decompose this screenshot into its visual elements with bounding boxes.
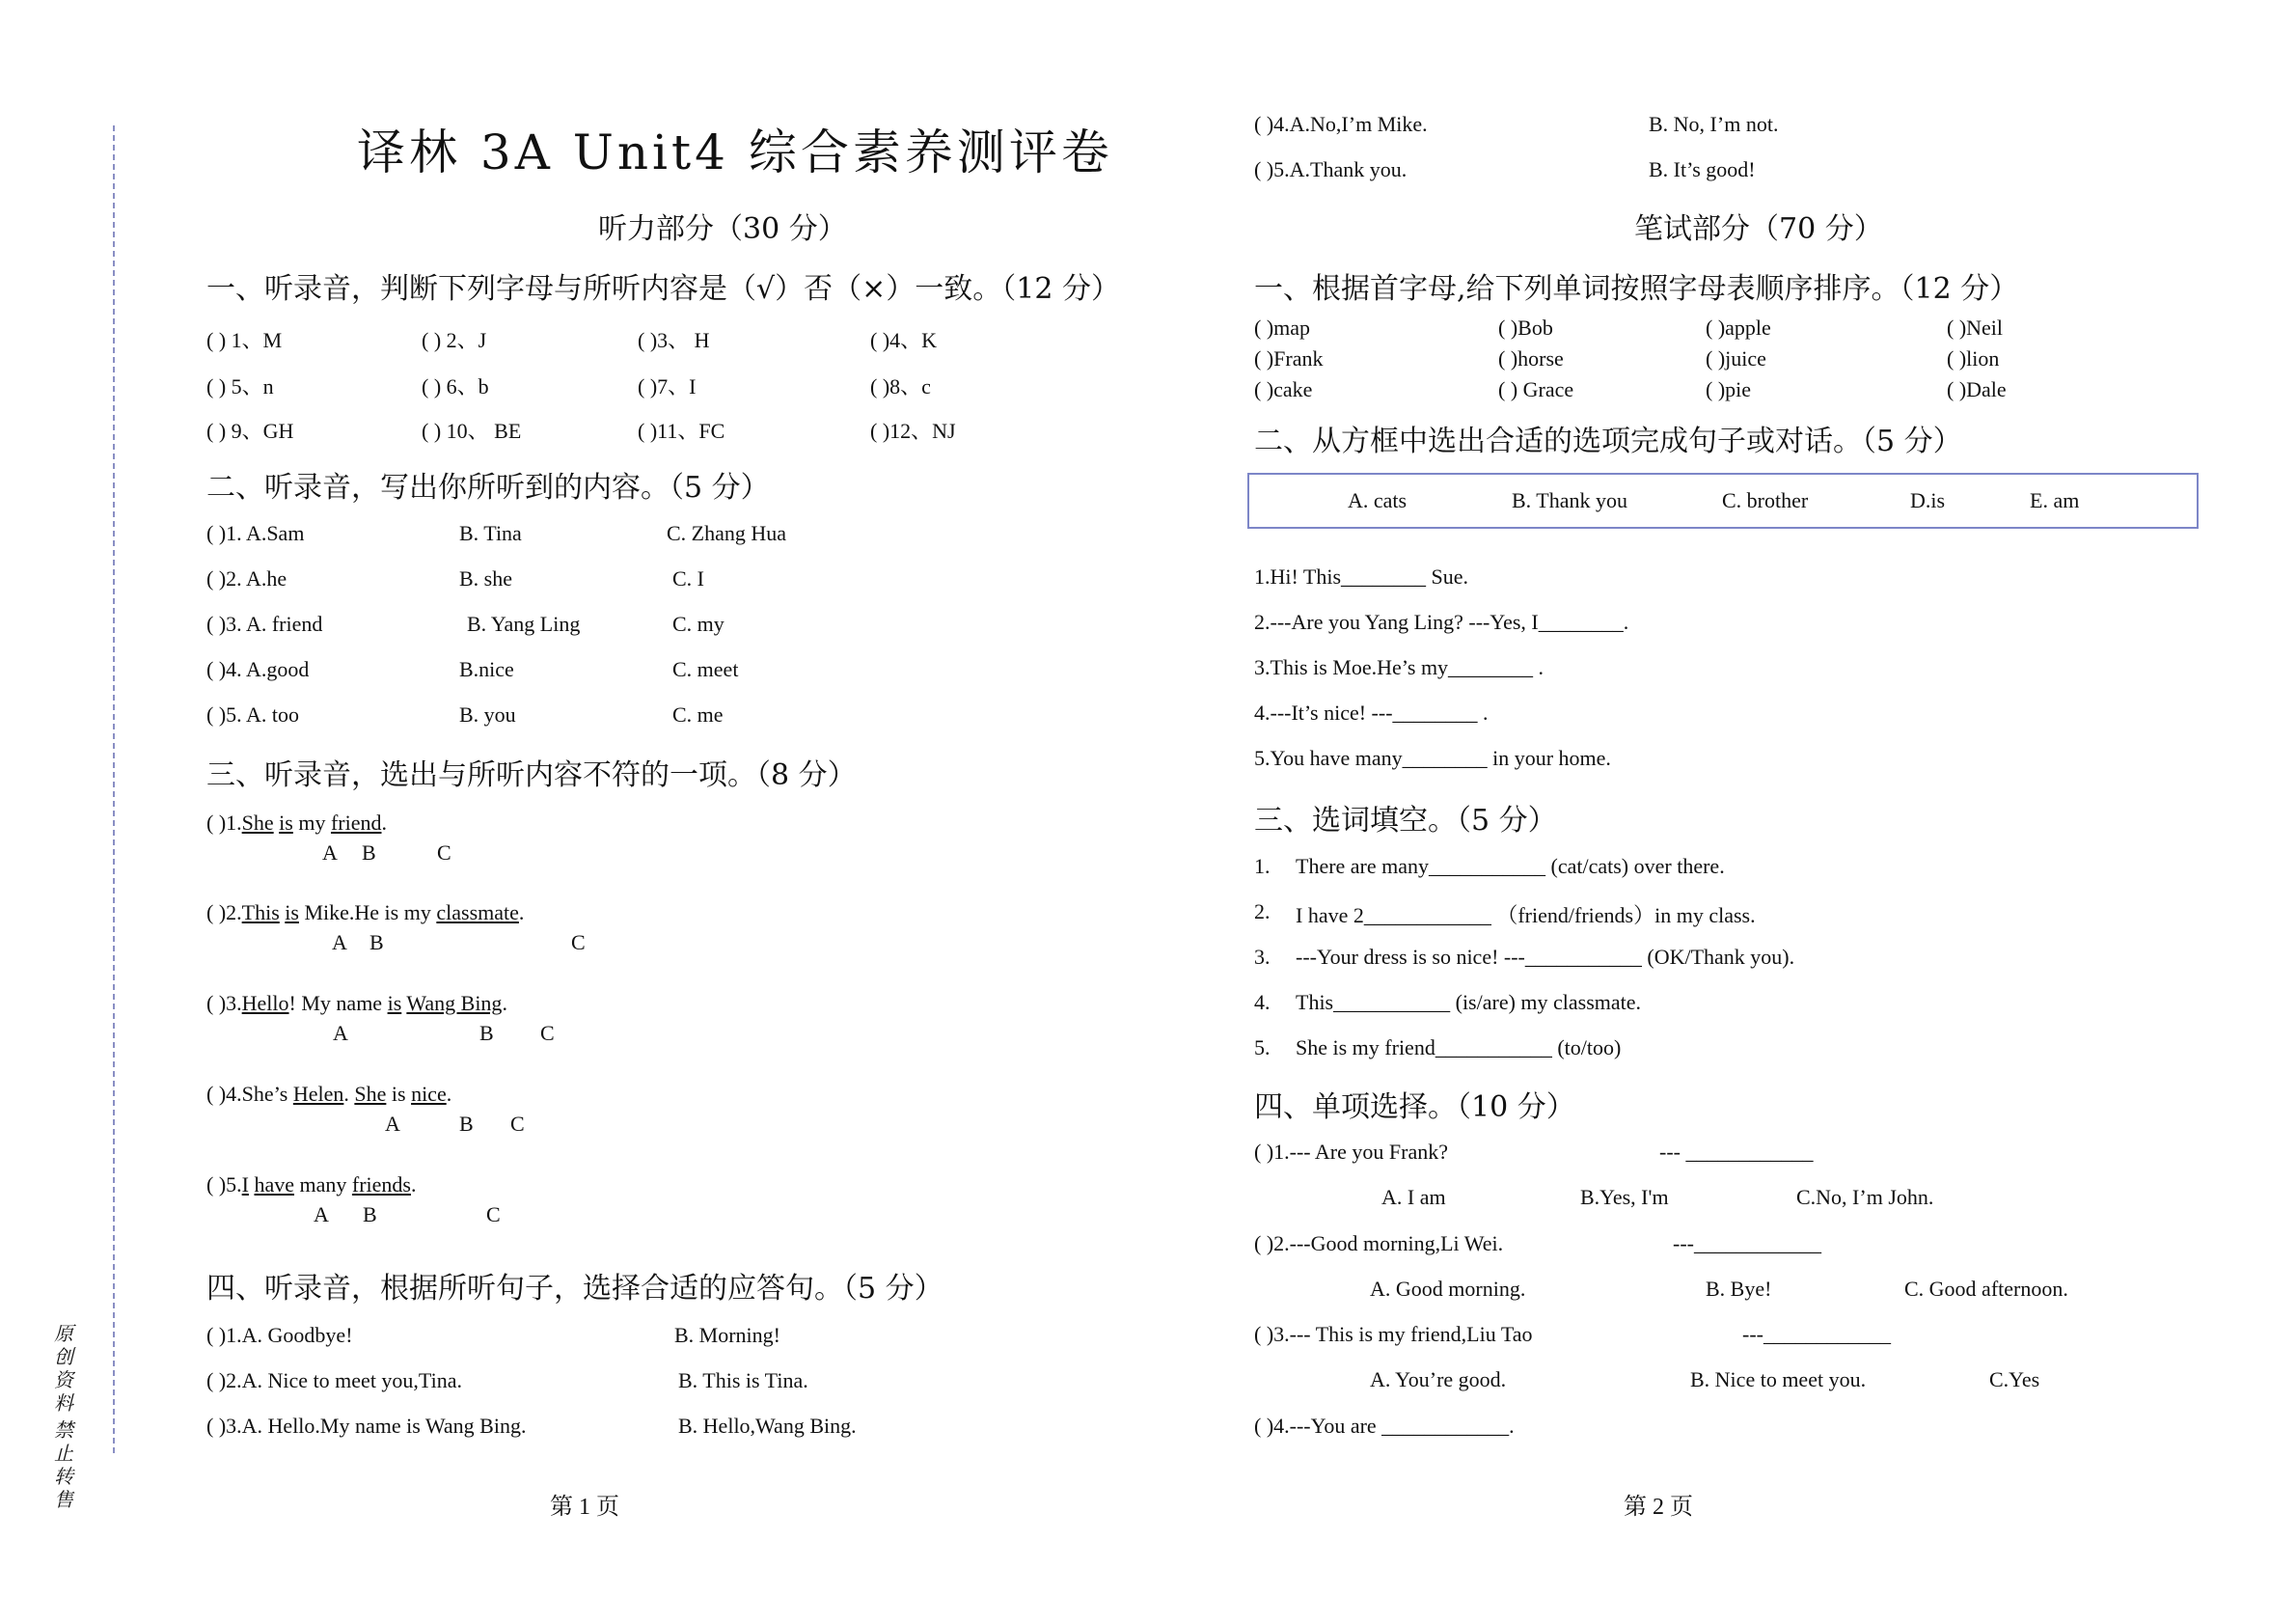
page-number-2: 第 2 页 <box>1624 1495 1693 1520</box>
letter-item: ( )3、 H <box>638 328 710 352</box>
sentence-text: many <box>294 1172 352 1197</box>
sentence-text: is <box>386 1082 412 1106</box>
response-option-a: ( )4.A.No,I’m Mike. <box>1254 112 1428 136</box>
underlined-word: I <box>241 1172 249 1197</box>
fill-sentence: She is my friend___________ (to/too) <box>1296 1035 1622 1059</box>
option-letter: A <box>314 1202 329 1226</box>
letter-item: ( ) 2、J <box>422 328 487 352</box>
item-number: 3. <box>1254 945 1271 969</box>
choice-option: C.Yes <box>1989 1367 2040 1391</box>
sentence-item <box>206 991 507 1016</box>
option-letter: B <box>479 1021 494 1045</box>
question-item: ( )2. A.he <box>206 566 287 591</box>
fill-sentence: ---Your dress is so nice! ---___________ (OK/Thank you). <box>1296 945 1795 969</box>
letter-item: ( ) 10、 BE <box>422 419 522 443</box>
letter-item: ( )7、I <box>638 374 697 399</box>
response-option-a: ( )2.A. Nice to meet you,Tina. <box>206 1368 462 1392</box>
page-number-1: 第 1 页 <box>550 1495 619 1520</box>
word-order-item: ( )juice <box>1706 346 1766 371</box>
letter-item: ( ) 1、M <box>206 328 283 352</box>
option-letter: C <box>437 840 451 865</box>
sentence-item <box>206 1082 451 1107</box>
section1-heading: 一、听录音，判断下列字母与所听内容是（√）否（×）一致。（12 分） <box>206 272 1120 306</box>
item-number: 5. <box>1254 1035 1271 1059</box>
underlined-word: friend <box>330 811 382 835</box>
option-letter: B <box>362 840 376 865</box>
word-order-item: ( )pie <box>1706 377 1752 401</box>
word-order-item: ( )lion <box>1947 346 2000 371</box>
option-letter: C <box>540 1021 555 1045</box>
sentence-text: . <box>446 1082 452 1106</box>
box-option: A. cats <box>1348 488 1408 512</box>
choice-option: C.No, I’m John. <box>1796 1185 1934 1209</box>
fill-sentence: 3.This is Moe.He’s my________ . <box>1254 655 1544 679</box>
word-order-item: ( )apple <box>1706 316 1771 340</box>
word-order-item: ( )map <box>1254 316 1311 340</box>
question-item: ( )1.--- Are you Frank? <box>1254 1140 1448 1164</box>
option-letter: A <box>332 930 347 954</box>
box-option: E. am <box>2030 488 2080 512</box>
box-option: D.is <box>1910 488 1946 512</box>
item-number: ( )3. <box>206 991 242 1015</box>
underlined-word: is <box>387 991 402 1015</box>
item-number: ( )5. <box>206 1172 242 1197</box>
underlined-word: She <box>354 1082 387 1106</box>
fill-sentence: 1.Hi! This________ Sue. <box>1254 564 1469 589</box>
choice-option: C. Good afternoon. <box>1904 1277 2068 1301</box>
option-c: C. meet <box>672 657 739 681</box>
underlined-word: She <box>241 811 274 835</box>
question-item: ( )5. A. too <box>206 702 299 727</box>
side-text-top: 原创资料 <box>54 1322 73 1415</box>
section2-heading: 二、听录音，写出你所听到的内容。（5 分） <box>206 471 770 505</box>
option-b: B. you <box>459 702 516 727</box>
option-c: C. I <box>672 566 704 591</box>
box-option: C. brother <box>1722 488 1809 512</box>
letter-item: ( )8、c <box>870 374 931 399</box>
word-order-item: ( )Bob <box>1498 316 1553 340</box>
sentence-text: . <box>381 811 387 835</box>
question-item: ( )3. A. friend <box>206 612 323 636</box>
sentence-text: ! My name <box>288 991 388 1015</box>
option-b: B. Yang Ling <box>467 612 581 636</box>
sentence-text: my <box>292 811 331 835</box>
option-letter: A <box>385 1112 400 1136</box>
sentence-text: She’s <box>241 1082 293 1106</box>
sentence-text: . <box>502 991 507 1015</box>
underlined-word: friends <box>351 1172 411 1197</box>
binding-line <box>113 125 115 1453</box>
writing-title: 笔试部分（70 分） <box>1634 212 1883 246</box>
sentence-item <box>206 811 387 836</box>
response-option-a: ( )1.A. Goodbye! <box>206 1323 353 1347</box>
underlined-word: nice <box>411 1082 447 1106</box>
box-option: B. Thank you <box>1512 488 1627 512</box>
section3-heading: 三、听录音，选出与所听内容不符的一项。（8 分） <box>206 758 857 792</box>
fill-sentence: I have 2____________ （friend/friends）in my class. <box>1296 903 1756 927</box>
item-number: ( )2. <box>206 900 242 924</box>
response-option-a: ( )5.A.Thank you. <box>1254 157 1408 181</box>
option-b: B. Tina <box>459 521 522 545</box>
sentence-item <box>206 900 524 925</box>
choice-option: B. Bye! <box>1706 1277 1772 1301</box>
question-item: ( )3.--- This is my friend,Liu Tao <box>1254 1322 1533 1346</box>
option-letter: A <box>333 1021 348 1045</box>
fill-sentence: 5.You have many________ in your home. <box>1254 746 1611 770</box>
word-order-item: ( ) Grace <box>1498 377 1574 401</box>
option-c: C. my <box>672 612 724 636</box>
answer-blank: --- ____________ <box>1659 1140 1814 1164</box>
fill-sentence: 4.---It’s nice! ---________ . <box>1254 701 1489 725</box>
question-item: ( )4.---You are ____________. <box>1254 1414 1515 1438</box>
underlined-word: Helen <box>292 1082 344 1106</box>
option-letter: A <box>322 840 338 865</box>
response-option-b: B. This is Tina. <box>678 1368 808 1392</box>
fill-sentence: This___________ (is/are) my classmate. <box>1296 990 1642 1014</box>
option-letter: C <box>571 930 586 954</box>
side-text-bottom: 禁止转售 <box>54 1418 73 1511</box>
item-number: 1. <box>1254 854 1271 878</box>
option-b: B.nice <box>459 657 514 681</box>
letter-item: ( ) 5、n <box>206 374 274 399</box>
response-option-a: ( )3.A. Hello.My name is Wang Bing. <box>206 1414 527 1438</box>
letter-item: ( )11、FC <box>638 419 725 443</box>
underlined-word: This <box>241 900 280 924</box>
letter-item: ( )12、NJ <box>870 419 956 443</box>
sentence-text: . <box>411 1172 417 1197</box>
option-c: C. Zhang Hua <box>667 521 787 545</box>
choice-option: A. Good morning. <box>1370 1277 1526 1301</box>
w-section2-heading: 二、从方框中选出合适的选项完成句子或对话。（5 分） <box>1254 425 1962 458</box>
w-section3-heading: 三、选词填空。（5 分） <box>1254 804 1557 838</box>
word-order-item: ( )Neil <box>1947 316 2004 340</box>
underlined-word: Wang Bing <box>406 991 503 1015</box>
choice-option: A. I am <box>1381 1185 1446 1209</box>
item-number: ( )1. <box>206 811 242 835</box>
response-option-b: B. No, I’m not. <box>1649 112 1779 136</box>
question-item: ( )1. A.Sam <box>206 521 305 545</box>
word-order-item: ( )Dale <box>1947 377 2007 401</box>
item-number: ( )4. <box>206 1082 242 1106</box>
underlined-word: is <box>285 900 299 924</box>
option-letter: C <box>486 1202 501 1226</box>
choice-option: A. You’re good. <box>1370 1367 1507 1391</box>
underlined-word: have <box>254 1172 295 1197</box>
underlined-word: classmate <box>436 900 519 924</box>
choice-option: B. Nice to meet you. <box>1690 1367 1867 1391</box>
option-b: B. she <box>459 566 512 591</box>
letter-item: ( ) 6、b <box>422 374 489 399</box>
fill-sentence: 2.---Are you Yang Ling? ---Yes, I________. <box>1254 610 1629 634</box>
item-number: 4. <box>1254 990 1271 1014</box>
letter-item: ( )4、K <box>870 328 938 352</box>
fill-sentence: There are many___________ (cat/cats) over there. <box>1296 854 1725 878</box>
listening-title: 听力部分（30 分） <box>598 212 847 246</box>
response-option-b: B. It’s good! <box>1649 157 1756 181</box>
response-option-b: B. Hello,Wang Bing. <box>678 1414 857 1438</box>
question-item: ( )2.---Good morning,Li Wei. <box>1254 1231 1504 1255</box>
answer-blank: ---____________ <box>1742 1322 1891 1346</box>
option-c: C. me <box>672 702 724 727</box>
response-option-b: B. Morning! <box>674 1323 780 1347</box>
option-letter: B <box>363 1202 377 1226</box>
underlined-word: is <box>279 811 293 835</box>
underlined-word: Hello <box>241 991 289 1015</box>
w-section1-heading: 一、根据首字母,给下列单词按照字母表顺序排序。（12 分） <box>1254 272 2019 306</box>
option-letter: B <box>459 1112 474 1136</box>
item-number: 2. <box>1254 899 1271 923</box>
sentence-text: . <box>518 900 525 924</box>
section4-heading: 四、听录音，根据所听句子，选择合适的应答句。（5 分） <box>206 1272 943 1306</box>
sentence-item <box>206 1172 417 1197</box>
sentence-text: . <box>343 1082 355 1106</box>
option-letter: B <box>369 930 384 954</box>
page-title: 译林 3A Unit4 综合素养测评卷 <box>357 124 1113 180</box>
word-order-item: ( )Frank <box>1254 346 1324 371</box>
letter-item: ( ) 9、GH <box>206 419 294 443</box>
choice-option: B.Yes, I'm <box>1580 1185 1669 1209</box>
w-section4-heading: 四、单项选择。（10 分） <box>1254 1090 1575 1124</box>
word-order-item: ( )horse <box>1498 346 1564 371</box>
question-item: ( )4. A.good <box>206 657 310 681</box>
word-order-item: ( )cake <box>1254 377 1313 401</box>
sentence-text: Mike.He is my <box>298 900 437 924</box>
answer-blank: ---____________ <box>1673 1231 1821 1255</box>
option-letter: C <box>510 1112 525 1136</box>
